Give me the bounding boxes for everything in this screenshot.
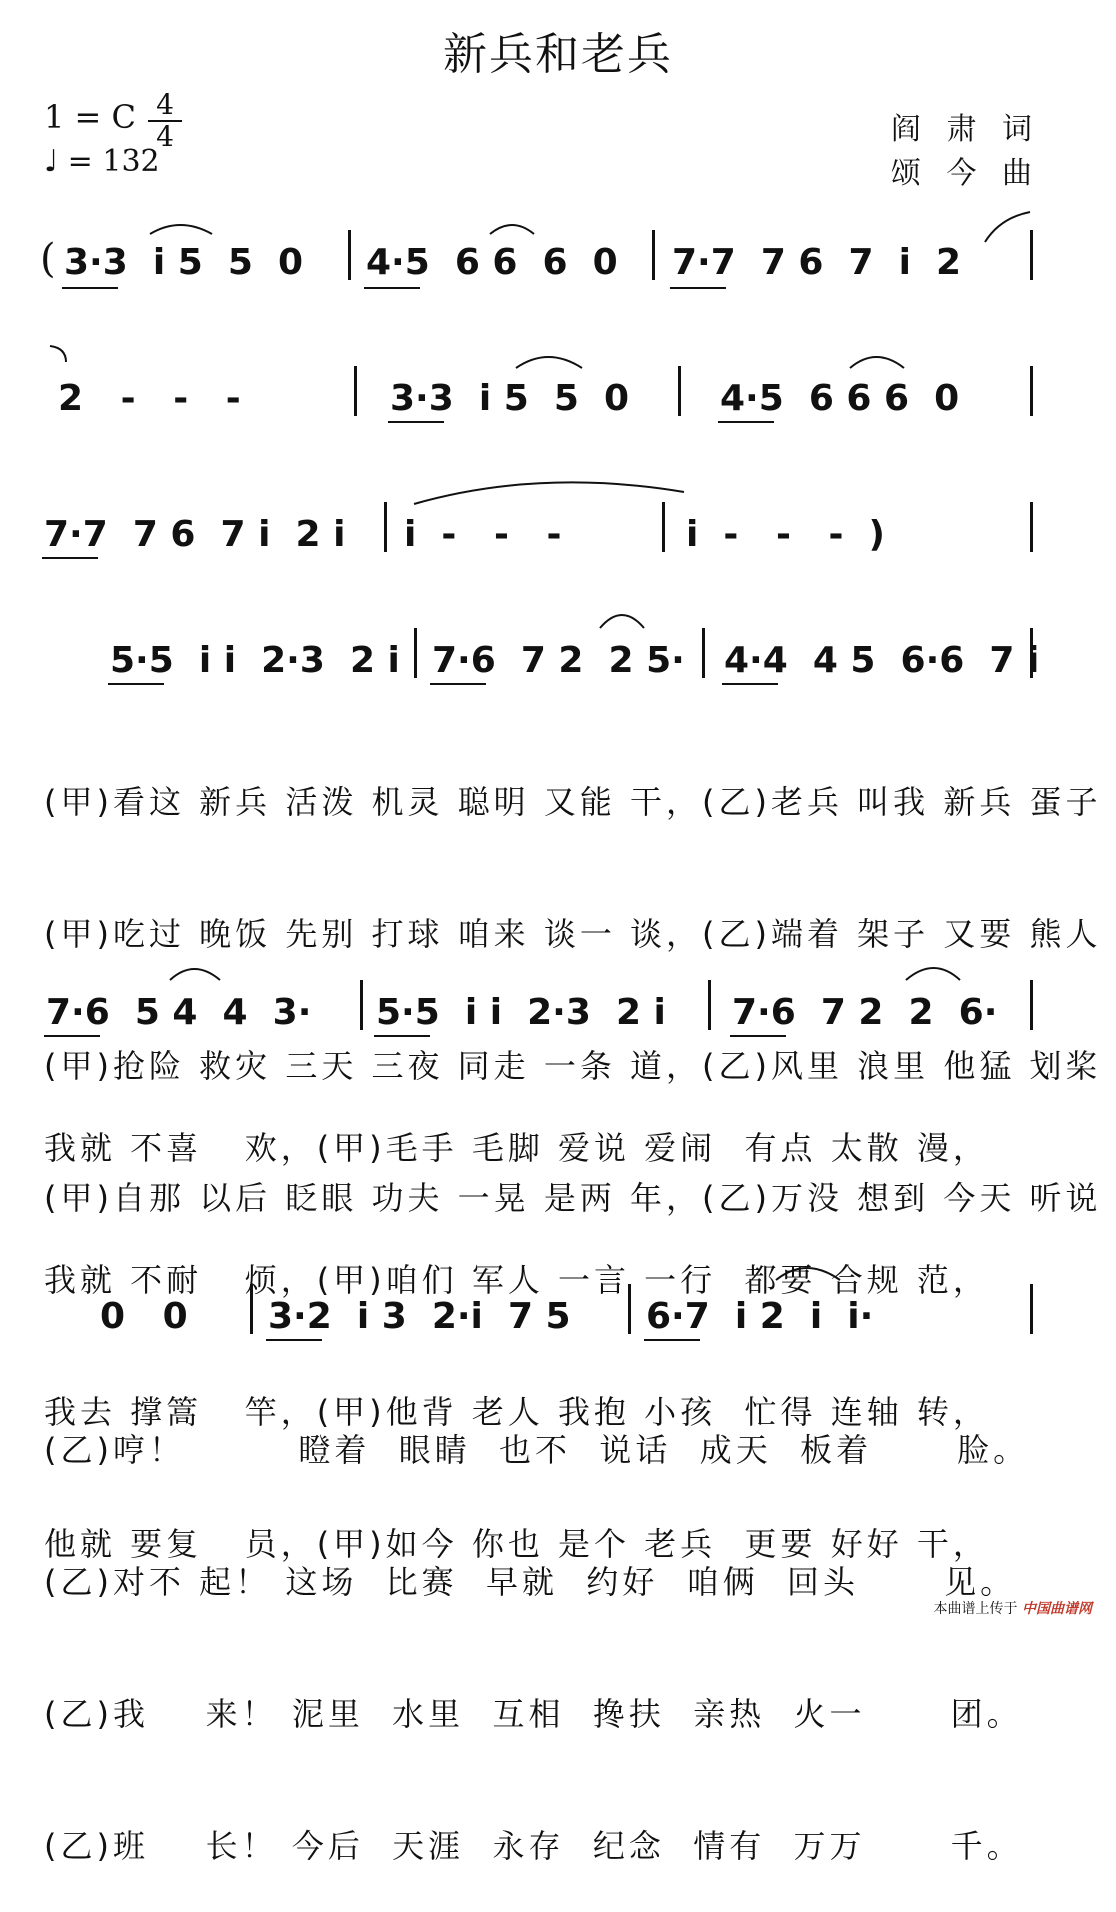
- footer-watermark: [934, 1598, 1092, 1618]
- composer-credit: 颂 今 曲: [890, 156, 1040, 191]
- measure: 2 - - -: [58, 378, 241, 419]
- score-system-2: [0, 358, 1116, 428]
- slur-marks: [0, 620, 1116, 690]
- meter-top: 4: [156, 88, 174, 121]
- measure: 4·4 4 5 6·6 7 i: [724, 640, 1040, 681]
- tempo-marking: ♩ = 132: [44, 144, 160, 179]
- slur-marks: [0, 358, 1116, 428]
- measure: 5·5 i i 2·3 2 i: [376, 992, 666, 1033]
- score-system-1: [0, 222, 1116, 292]
- slur-marks: [0, 222, 1116, 292]
- time-signature: [148, 88, 182, 153]
- measure: 7·6 7 2 2 6·: [732, 992, 998, 1033]
- measure: 0 0: [100, 1296, 188, 1337]
- lyric-line: (乙)对不 起！ 这场 比赛 早就 约好 咱俩 回头 见。: [44, 1563, 1017, 1601]
- measure: 3·2 i 3 2·i 7 5: [268, 1296, 571, 1337]
- score-system-6: [0, 1276, 1116, 1346]
- lyric-line: (甲)抢险 救灾 三天 三夜 同走 一条 道，(乙)风里 浪里 他猛 划桨: [44, 1047, 1102, 1085]
- measure: 3·3 i 5 5 0: [390, 378, 629, 419]
- slur-marks: [0, 1276, 1116, 1346]
- lyric-line: 他就 要复 员，(甲)如今 你也 是个 老兵 更要 好好 干，: [44, 1525, 989, 1563]
- page-title: 新兵和老兵: [443, 29, 673, 80]
- lyric-line: 我就 不耐 烦，(甲)咱们 军人 一言 一行 都要 合规 范，: [44, 1261, 989, 1299]
- meter-bottom: 4: [156, 120, 174, 153]
- lyric-line: (乙)哼！ 瞪着 眼睛 也不 说话 成天 板着 脸。: [44, 1431, 1030, 1469]
- slur-marks: [0, 972, 1116, 1042]
- measure: 4·5 6 6 6 0: [366, 242, 618, 283]
- measure: i - - -: [404, 514, 562, 555]
- credits: [891, 108, 1040, 196]
- measure: 3·3 i 5 5 0: [64, 242, 303, 283]
- measure: 7·7 7 6 7 i 2: [672, 242, 962, 283]
- score-system-3: [0, 494, 1116, 564]
- lyric-line: (甲)吃过 晚饭 先别 打球 咱来 谈一 谈，(乙)端着 架子 又要 熊人: [44, 915, 1102, 953]
- slur-marks: [0, 494, 1116, 564]
- lyric-line: (甲)看这 新兵 活泼 机灵 聪明 又能 干，(乙)老兵 叫我 新兵 蛋子: [44, 783, 1102, 821]
- measure: 7·6 5 4 4 3·: [46, 992, 312, 1033]
- measure: 7·7 7 6 7 i 2 i: [44, 514, 346, 555]
- lyric-line: 我去 撑篙 竿，(甲)他背 老人 我抱 小孩 忙得 连轴 转，: [44, 1393, 989, 1431]
- lyricist-credit: 阎 肃 词: [890, 112, 1040, 147]
- lyric-line: (乙)我 来！ 泥里 水里 互相 搀扶 亲热 火一 团。: [44, 1695, 1023, 1733]
- score-system-4: [0, 620, 1116, 690]
- lyrics-block-3: [44, 1340, 1029, 1912]
- score-system-5: [0, 972, 1116, 1042]
- measure: i - - - ): [686, 514, 885, 555]
- measure: 6·7 i 2 i i·: [646, 1296, 874, 1337]
- lyric-line: (乙)班 长！ 今后 天涯 永存 纪念 情有 万万 千。: [44, 1827, 1023, 1865]
- lyric-line: 我就 不喜 欢，(甲)毛手 毛脚 爱说 爱闹 有点 太散 漫，: [44, 1129, 989, 1167]
- intro-open-paren: (: [40, 236, 56, 282]
- lyric-line: (甲)自那 以后 眨眼 功夫 一晃 是两 年，(乙)万没 想到 今天 听说: [44, 1179, 1102, 1217]
- key-signature: 1 = C: [44, 98, 136, 136]
- measure: 7·6 7 2 2 5·: [432, 640, 685, 681]
- footer-text: 本曲谱上传于: [933, 1601, 1018, 1617]
- site-logo: 中国曲谱网: [1022, 1601, 1092, 1617]
- measure: 4·5 6 6 6 0: [720, 378, 960, 419]
- measure: 5·5 i i 2·3 2 i: [110, 640, 400, 681]
